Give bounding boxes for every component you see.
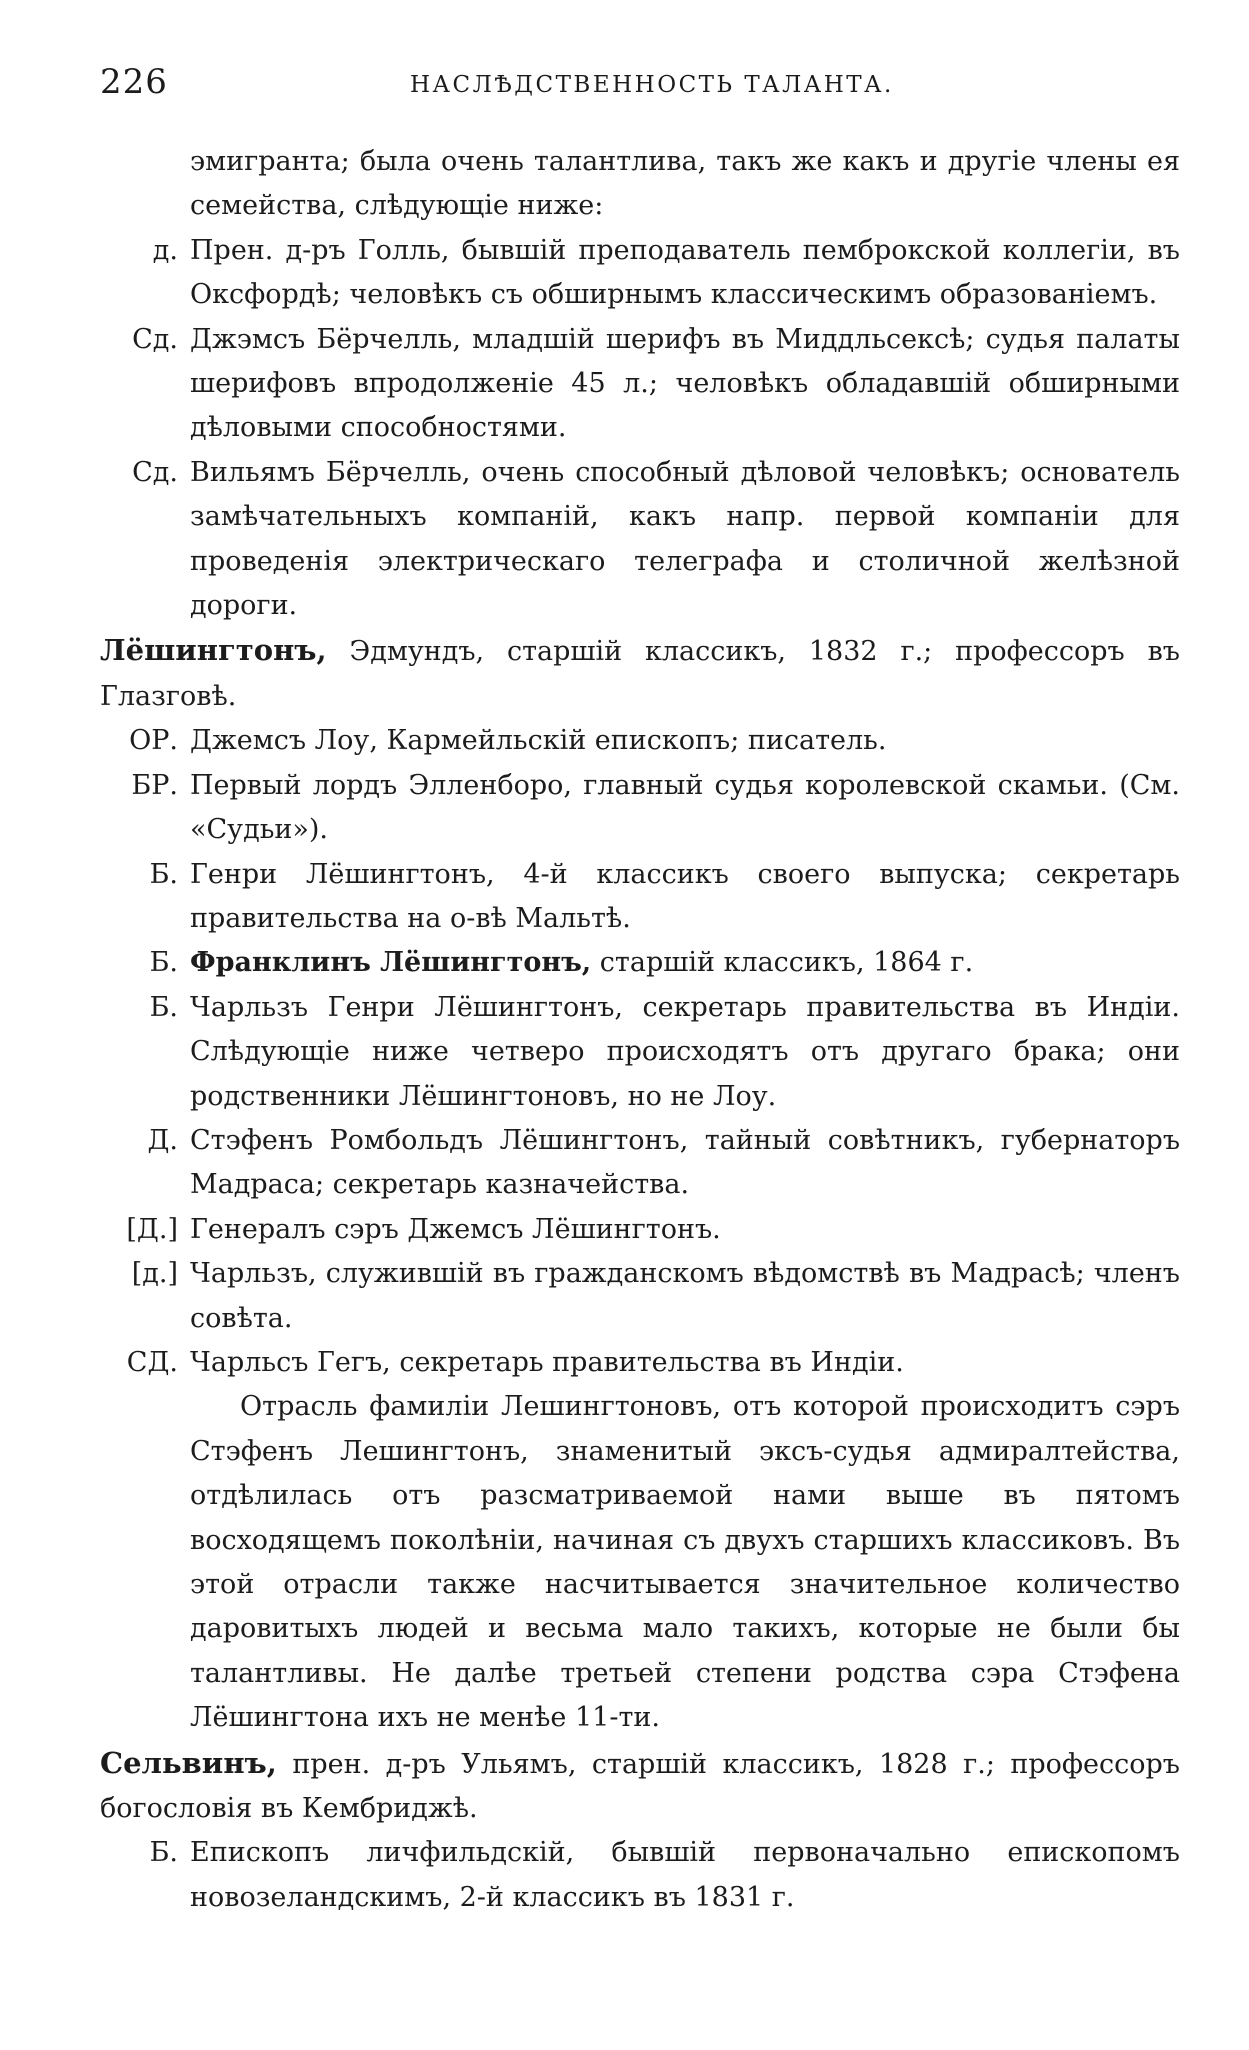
- page-body: [100, 140, 1180, 1920]
- relative-entry: [100, 719, 1180, 763]
- relation-code: Сд.: [132, 456, 178, 488]
- entry-text: Первый лордъ Элленборо, главный судья королевской скамьи. (См. «Судьи»).: [190, 769, 1180, 846]
- heading-text: Эдмундъ, старшій классикъ, 1832 г.; профессоръ въ Глазговѣ.: [100, 636, 1180, 712]
- relation-code: [Д.]: [126, 1213, 178, 1245]
- entry-text: Джемсъ Лоу, Кармейльскій епископъ; писатель.: [190, 725, 887, 757]
- paragraph-text: Отрасль фамиліи Лешингтоновъ, отъ которой происходитъ сэръ Стэфенъ Лешингтонъ, знаменитый эксъ-судья адмиралтейства, отдѣлилась отъ разсматриваемой нами выше въ пятомъ восходящемъ поколѣніи, начиная съ двухъ старшихъ классиковъ. Въ этой отрасли также насчитывается значительное количество даровитыхъ людей и весьма мало такихъ, которые не были бы талантливы. Не далѣе третьей степени родства сэра Стэфена Лёшингтона ихъ не менѣе 11-ти.: [190, 1391, 1180, 1734]
- narrative-paragraph: [100, 1385, 1180, 1740]
- entry-text: Чарльсъ Гегъ, секретарь правительства въ Индіи.: [190, 1346, 904, 1378]
- relative-entry: [100, 986, 1180, 1119]
- relative-entry: [100, 941, 1180, 985]
- relative-entry: [100, 764, 1180, 853]
- heading-text: прен. д-ръ Ульямъ, старшій классикъ, 1828 г.; профессоръ богословія въ Кембриджѣ.: [100, 1748, 1180, 1825]
- relation-code: Д.: [147, 1124, 178, 1156]
- entry-text: Генералъ сэръ Джемсъ Лёшингтонъ.: [190, 1213, 721, 1245]
- relative-entry: [100, 318, 1180, 451]
- relative-entry: [100, 1208, 1180, 1252]
- relation-code: БР.: [131, 769, 178, 801]
- page-number: 226: [100, 62, 168, 102]
- family-name: Лёшингтонъ,: [100, 633, 327, 668]
- entry-text: Вильямъ Бёрчелль, очень способный дѣловой человѣкъ; основатель замѣчательныхъ компаній, какъ напр. первой компаніи для проведенія электрическаго телеграфа и столичной желѣзной дороги.: [190, 456, 1180, 622]
- entry-name: Франклинъ Лёшингтонъ,: [190, 947, 592, 979]
- relative-entry: [100, 229, 1180, 318]
- family-heading: [100, 628, 1180, 719]
- running-title: НАСЛѢДСТВЕННОСТЬ ТАЛАНТА.: [410, 72, 894, 98]
- relative-entry: [100, 1341, 1180, 1385]
- entry-text: Джэмсъ Бёрчелль, младшій шерифъ въ Миддльсексѣ; судья палаты шерифовъ впродолженіе 45 л.; человѣкъ обладавшій обширными дѣловыми способностями.: [190, 323, 1180, 444]
- relation-code: Б.: [149, 1837, 178, 1869]
- entry-text: Епископъ личфильдскій, бывшій первоначально епископомъ новозеландскимъ, 2-й классикъ въ 1831 г.: [190, 1837, 1180, 1913]
- relative-entry: [100, 1831, 1180, 1920]
- relative-entry: [100, 853, 1180, 942]
- entry-text: Чарльзъ Генри Лёшингтонъ, секретарь правительства въ Индіи. Слѣдующіе ниже четверо происходятъ отъ другаго брака; они родственники Лёшингтоновъ, но не Лоу.: [190, 991, 1180, 1112]
- family-heading: [100, 1741, 1180, 1832]
- relation-code: Б.: [149, 858, 178, 890]
- relation-code: СД.: [126, 1346, 178, 1378]
- relation-code: Б.: [149, 991, 178, 1023]
- page-header: [100, 62, 1169, 112]
- relative-entry: [100, 1119, 1180, 1208]
- entry-text: Прен. д-ръ Голль, бывшій преподаватель пемброкской коллегіи, въ Оксфордѣ; человѣкъ съ обширнымъ классическимъ образованіемъ.: [190, 234, 1180, 311]
- paragraph-text: эмигранта; была очень талантлива, такъ же какъ и другіе члены ея семейства, слѣдующіе ниже:: [190, 146, 1180, 222]
- relation-code: Б.: [149, 947, 178, 979]
- relative-entry: [100, 1252, 1180, 1341]
- relation-code: Сд.: [132, 323, 178, 355]
- entry-text: Чарльзъ, служившій въ гражданскомъ вѣдомствѣ въ Мадрасѣ; членъ совѣта.: [190, 1258, 1180, 1334]
- relative-entry: [100, 451, 1180, 629]
- entry-text: старшій классикъ, 1864 г.: [599, 947, 974, 979]
- entry-text: Генри Лёшингтонъ, 4-й классикъ своего выпуска; секретарь правительства на о-вѣ Мальтѣ.: [190, 858, 1180, 934]
- continuation-paragraph: [100, 140, 1180, 229]
- family-name: Сельвинъ,: [100, 1745, 277, 1780]
- relation-code: ОР.: [129, 725, 178, 757]
- relation-code: [д.]: [131, 1258, 178, 1290]
- relation-code: д.: [152, 234, 178, 266]
- entry-text: Стэфенъ Ромбольдъ Лёшингтонъ, тайный совѣтникъ, губернаторъ Мадраса; секретарь казначейства.: [190, 1124, 1180, 1201]
